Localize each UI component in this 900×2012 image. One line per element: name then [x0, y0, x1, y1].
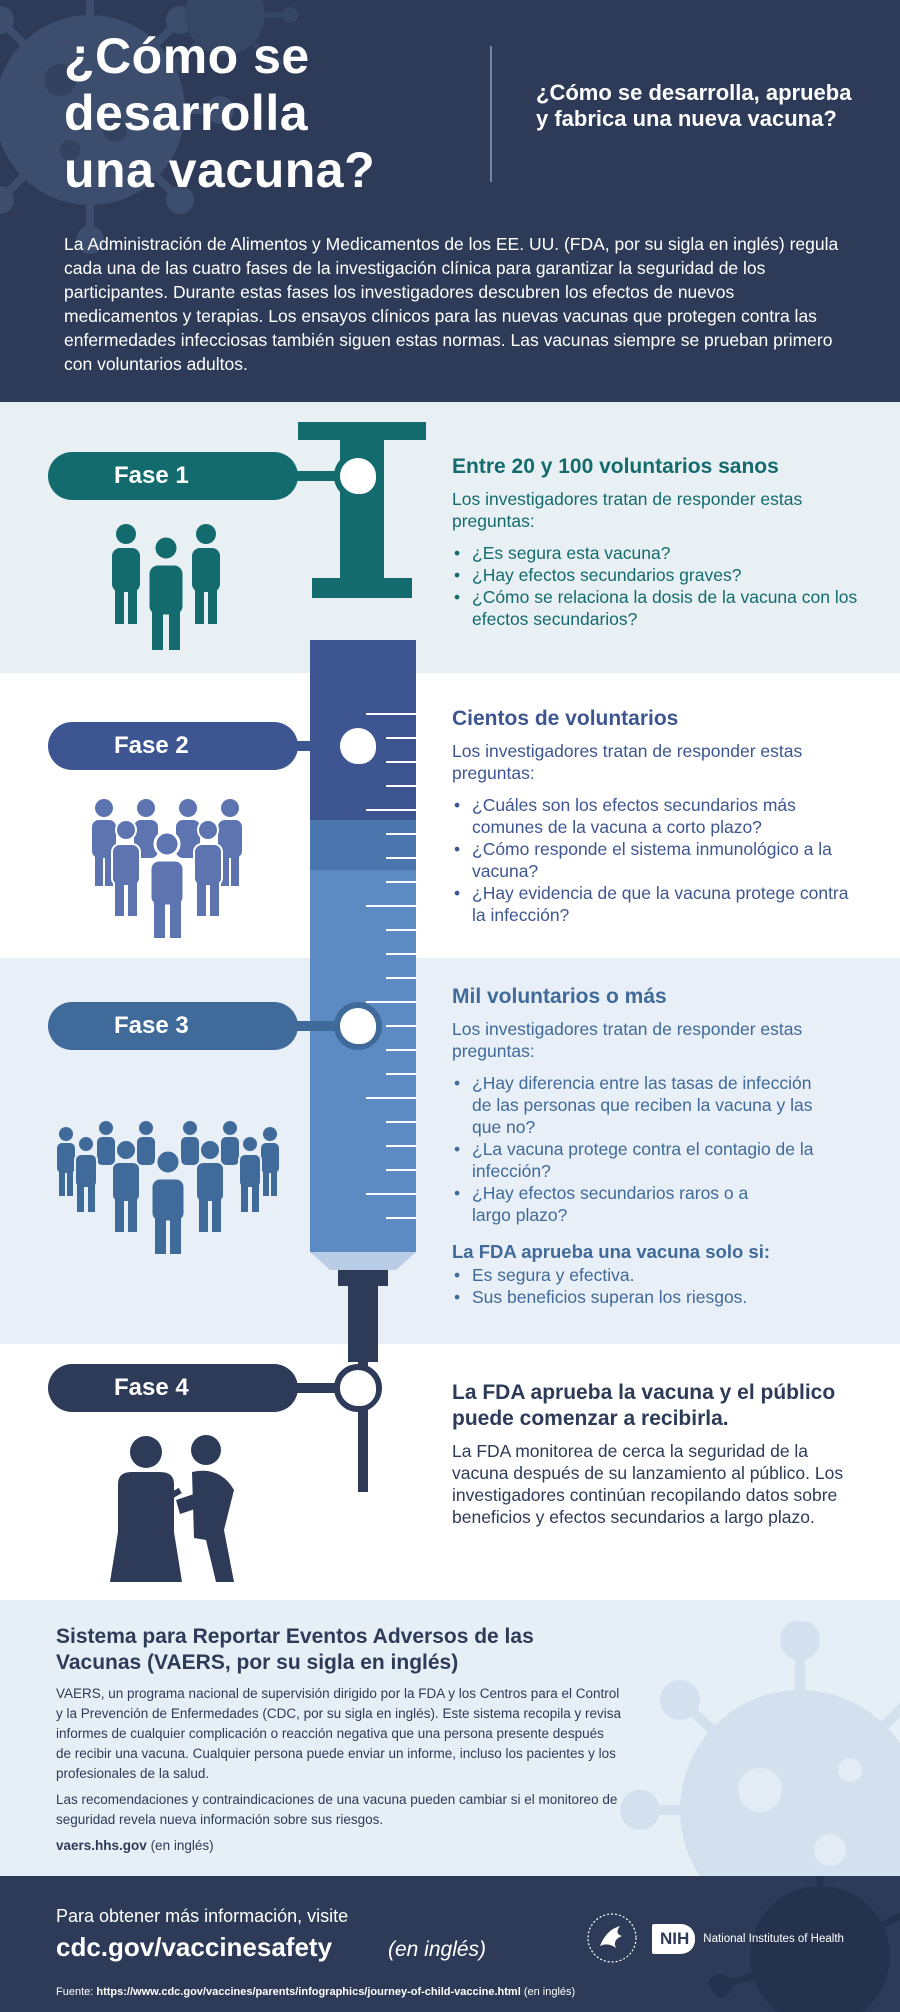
ring-icon [334, 722, 382, 770]
phase-3-text [452, 984, 862, 1308]
list-item: • ¿Cómo responde el sistema inmunológico a la vacuna? [452, 838, 862, 882]
source-label: Fuente: [56, 1986, 94, 1998]
phase-2-text [452, 706, 862, 926]
vaccination-icon [110, 1432, 258, 1582]
fda-condition-list [452, 1264, 862, 1308]
vaers-title: Sistema para Reportar Eventos Adversos de las Vacunas (VAERS, por su sigla en inglés) [56, 1625, 534, 1674]
phase-1-text [452, 454, 862, 630]
vaers-body [56, 1684, 622, 1862]
people-group-icon [86, 796, 248, 938]
phase-2-label [48, 722, 378, 770]
source-note: (en inglés) [523, 1986, 576, 1998]
question-list [452, 542, 862, 630]
hhs-eagle-icon [586, 1912, 638, 1964]
list-item: • ¿Hay efectos secundarios raros o a largo plazo? [452, 1182, 792, 1226]
vaers-link[interactable]: vaers.hhs.gov [56, 1838, 147, 1853]
nih-logo [652, 1922, 844, 1956]
phase-description: Los investigadores tratan de responder estas preguntas: [452, 1019, 803, 1061]
list-item: • ¿La vacuna protege contra el contagio de la infección? [452, 1138, 842, 1182]
vaers-paragraph: VAERS, un programa nacional de supervisión dirigido por la FDA y los Centros para el Control y la Prevención de Enfermedades (CDC, por su sigla en inglés). Este sistema recopila y revisa informes de cualquier complicación o reacción negativa que una persona presente después de recibir una vacuna. Cualquier persona puede enviar un informe, incluso los pacientes y los profesionales de la salud. [56, 1686, 622, 1781]
phase-3-label [48, 1002, 378, 1050]
phase-heading: Entre 20 y 100 voluntarios sanos [452, 455, 779, 478]
list-item: • ¿Hay efectos secundarios graves? [452, 564, 862, 586]
list-item: • ¿Cómo se relaciona la dosis de la vacuna con los efectos secundarios? [452, 586, 862, 630]
virus-icon [600, 1620, 900, 1876]
list-item: • Es segura y efectiva. [452, 1264, 862, 1286]
list-item: • ¿Hay evidencia de que la vacuna protege contra la infección? [452, 882, 862, 926]
phase-description: Los investigadores tratan de responder estas preguntas: [452, 489, 803, 531]
fda-condition-heading: La FDA aprueba una vacuna solo si: [452, 1241, 770, 1262]
vaers-paragraph: Las recomendaciones y contraindicaciones de una vacuna pueden cambiar si el monitoreo de seguridad revela nueva información sobre sus riesgos. [56, 1792, 618, 1827]
list-item: • Sus beneficios superan los riesgos. [452, 1286, 862, 1308]
vaers-section [0, 1600, 900, 1876]
title-line: una vacuna? [64, 142, 376, 198]
question-list [452, 1072, 842, 1226]
list-item: • ¿Es segura esta vacuna? [452, 542, 862, 564]
phase-label: Fase 3 [48, 1002, 298, 1050]
people-group-icon [104, 520, 228, 652]
ring-icon [334, 1002, 382, 1050]
footer-url-note: (en inglés) [388, 1938, 487, 1961]
footer-url[interactable]: cdc.gov/vaccinesafety [56, 1932, 333, 1962]
divider [490, 46, 492, 182]
phase-4-text [452, 1380, 862, 1538]
ring-icon [334, 1364, 382, 1412]
footer-lead: Para obtener más información, visite [56, 1906, 349, 1926]
title-line: ¿Cómo se [64, 28, 310, 84]
phase-heading: Cientos de voluntarios [452, 707, 679, 730]
subtitle: ¿Cómo se desarrolla, aprueba y fabrica una nueva vacuna? [536, 80, 852, 131]
intro-paragraph: La Administración de Alimentos y Medicamentos de los EE. UU. (FDA, por su sigla en inglés) regula cada una de las cuatro fases de la investigación clínica para garantizar la seguridad de los participantes. Durante estas fases los investigadores descubren los efectos de nuevos medicamentos y terapias. Los ensayos clínicos para las nuevas vacunas que protegen contra las enfermedades infecciosas también siguen estas normas. Las vacunas siempre se prueban primero con voluntarios adultos. [64, 234, 839, 374]
phase-label: Fase 4 [48, 1364, 298, 1412]
title-line: desarrolla [64, 85, 309, 141]
vaers-link-line [56, 1836, 622, 1856]
phase-heading: Mil voluntarios o más [452, 985, 667, 1008]
phase-label: Fase 2 [48, 722, 298, 770]
phase-description: Los investigadores tratan de responder estas preguntas: [452, 741, 803, 783]
people-group-icon [54, 1120, 282, 1254]
header [0, 0, 900, 402]
nih-abbr: NIH [652, 1924, 695, 1954]
nih-name: National Institutes of Health [703, 1933, 844, 1945]
footer [0, 1876, 900, 2012]
phase-4-label [48, 1364, 378, 1412]
phase-heading: La FDA aprueba la vacuna y el público puede comenzar a recibirla. [452, 1381, 836, 1430]
phase-description: La FDA monitorea de cerca la seguridad de la vacuna después de su lanzamiento al público. Los investigadores continúan recopilando datos sobre beneficios y efectos secundarios a largo plazo. [452, 1441, 844, 1527]
list-item: • ¿Cuáles son los efectos secundarios más comunes de la vacuna a corto plazo? [452, 794, 862, 838]
phase-1-label [48, 452, 378, 500]
phase-label: Fase 1 [48, 452, 298, 500]
question-list [452, 794, 862, 926]
page-title [64, 28, 484, 199]
list-item: • ¿Hay diferencia entre las tasas de infección de las personas que reciben la vacuna y las que no? [452, 1072, 822, 1138]
source-link[interactable]: https://www.cdc.gov/vaccines/parents/infographics/journey-of-child-vaccine.html [96, 1986, 521, 1998]
link-note: (en inglés) [150, 1838, 214, 1853]
source-line [56, 1986, 575, 1998]
ring-icon [334, 452, 382, 500]
